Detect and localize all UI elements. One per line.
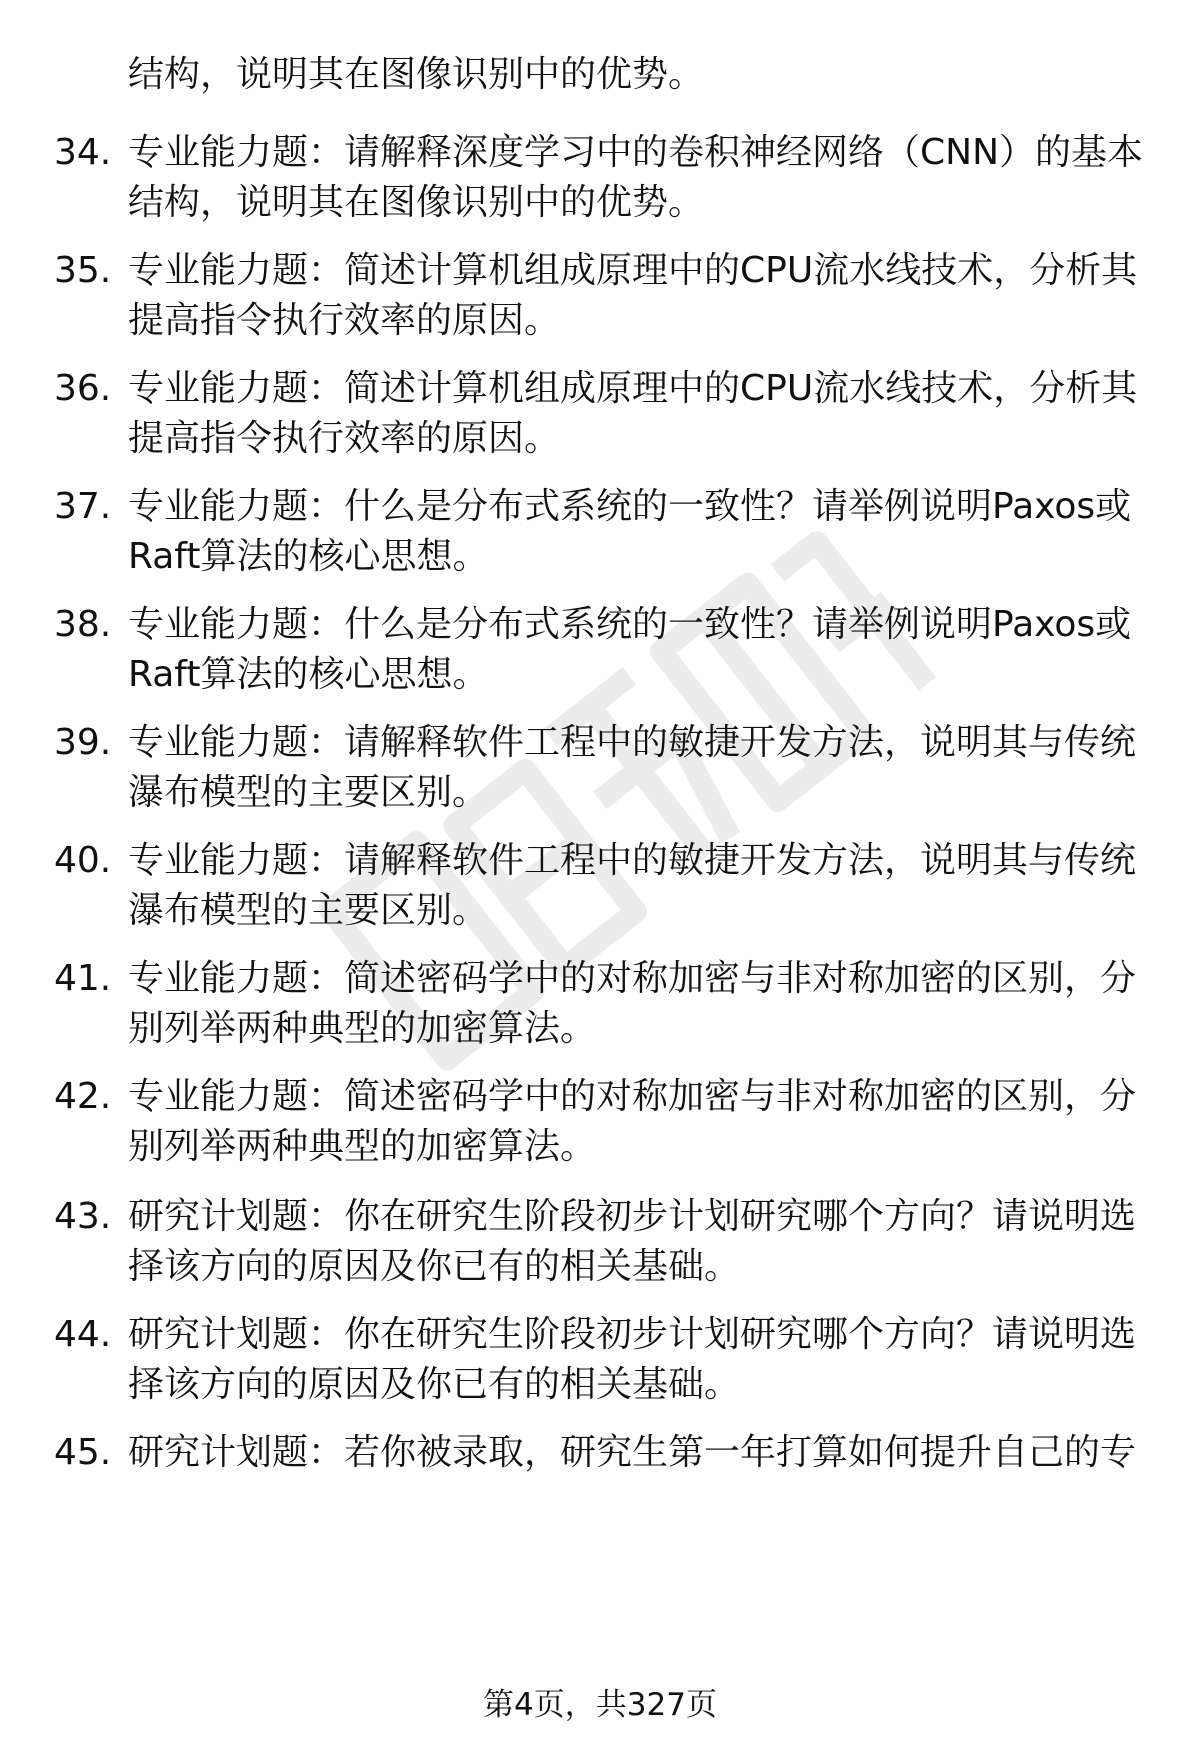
question-text: 专业能力题：请解释软件工程中的敏捷开发方法，说明其与传统 瀑布模型的主要区别。 — [128, 722, 1137, 813]
question-number: 44. — [54, 1314, 112, 1355]
question-number: 38. — [54, 604, 112, 645]
question-text: 专业能力题：请解释深度学习中的卷积神经网络（CNN）的基本 结构，说明其在图像识别中的优势。 — [128, 132, 1143, 223]
list-item-question-39 — [54, 718, 1154, 818]
list-item-question-44 — [54, 1310, 1154, 1410]
question-text: 专业能力题：简述计算机组成原理中的CPU流水线技术，分析其 提高指令执行效率的原因。 — [128, 368, 1138, 459]
question-text: 专业能力题：简述密码学中的对称加密与非对称加密的区别，分 别列举两种典型的加密算法。 — [128, 1076, 1137, 1167]
question-text: 结构，说明其在图像识别中的优势。 — [128, 54, 705, 95]
question-text: 研究计划题：你在研究生阶段初步计划研究哪个方向？请说明选 择该方向的原因及你已有的相关基础。 — [128, 1196, 1137, 1287]
list-item-question-36 — [54, 364, 1154, 464]
list-item-question-43 — [54, 1192, 1154, 1292]
question-number: 41. — [54, 958, 112, 999]
list-item-question-45 — [54, 1428, 1154, 1478]
page-footer: 第4页，共327页 — [483, 1687, 717, 1723]
question-number: 43. — [54, 1196, 112, 1237]
question-number: 40. — [54, 840, 112, 881]
question-text: 专业能力题：请解释软件工程中的敏捷开发方法，说明其与传统 瀑布模型的主要区别。 — [128, 840, 1137, 931]
question-number: 34. — [54, 132, 112, 173]
question-text: 专业能力题：简述计算机组成原理中的CPU流水线技术，分析其 提高指令执行效率的原因。 — [128, 250, 1138, 341]
list-item-question-41 — [54, 954, 1154, 1054]
question-number: 39. — [54, 722, 112, 763]
question-text: 专业能力题：什么是分布式系统的一致性？请举例说明Paxos或 Raft算法的核心思想。 — [128, 604, 1132, 695]
question-text: 研究计划题：若你被录取，研究生第一年打算如何提升自己的专 — [128, 1432, 1137, 1473]
question-number: 45. — [54, 1432, 112, 1473]
question-text: 研究计划题：你在研究生阶段初步计划研究哪个方向？请说明选 择该方向的原因及你已有的相关基础。 — [128, 1314, 1137, 1405]
list-item-question-40 — [54, 836, 1154, 936]
question-text: 专业能力题：什么是分布式系统的一致性？请举例说明Paxos或 Raft算法的核心思想。 — [128, 486, 1132, 577]
question-number: 35. — [54, 250, 112, 291]
list-item-continued — [54, 50, 1154, 100]
question-text: 专业能力题：简述密码学中的对称加密与非对称加密的区别，分 别列举两种典型的加密算法。 — [128, 958, 1137, 1049]
list-item-question-38 — [54, 600, 1154, 700]
list-item-question-34 — [54, 128, 1154, 228]
question-number: 36. — [54, 368, 112, 409]
list-item-question-42 — [54, 1072, 1154, 1172]
question-number: 37. — [54, 486, 112, 527]
question-number: 42. — [54, 1076, 112, 1117]
list-item-question-37 — [54, 482, 1154, 582]
list-item-question-35 — [54, 246, 1154, 346]
